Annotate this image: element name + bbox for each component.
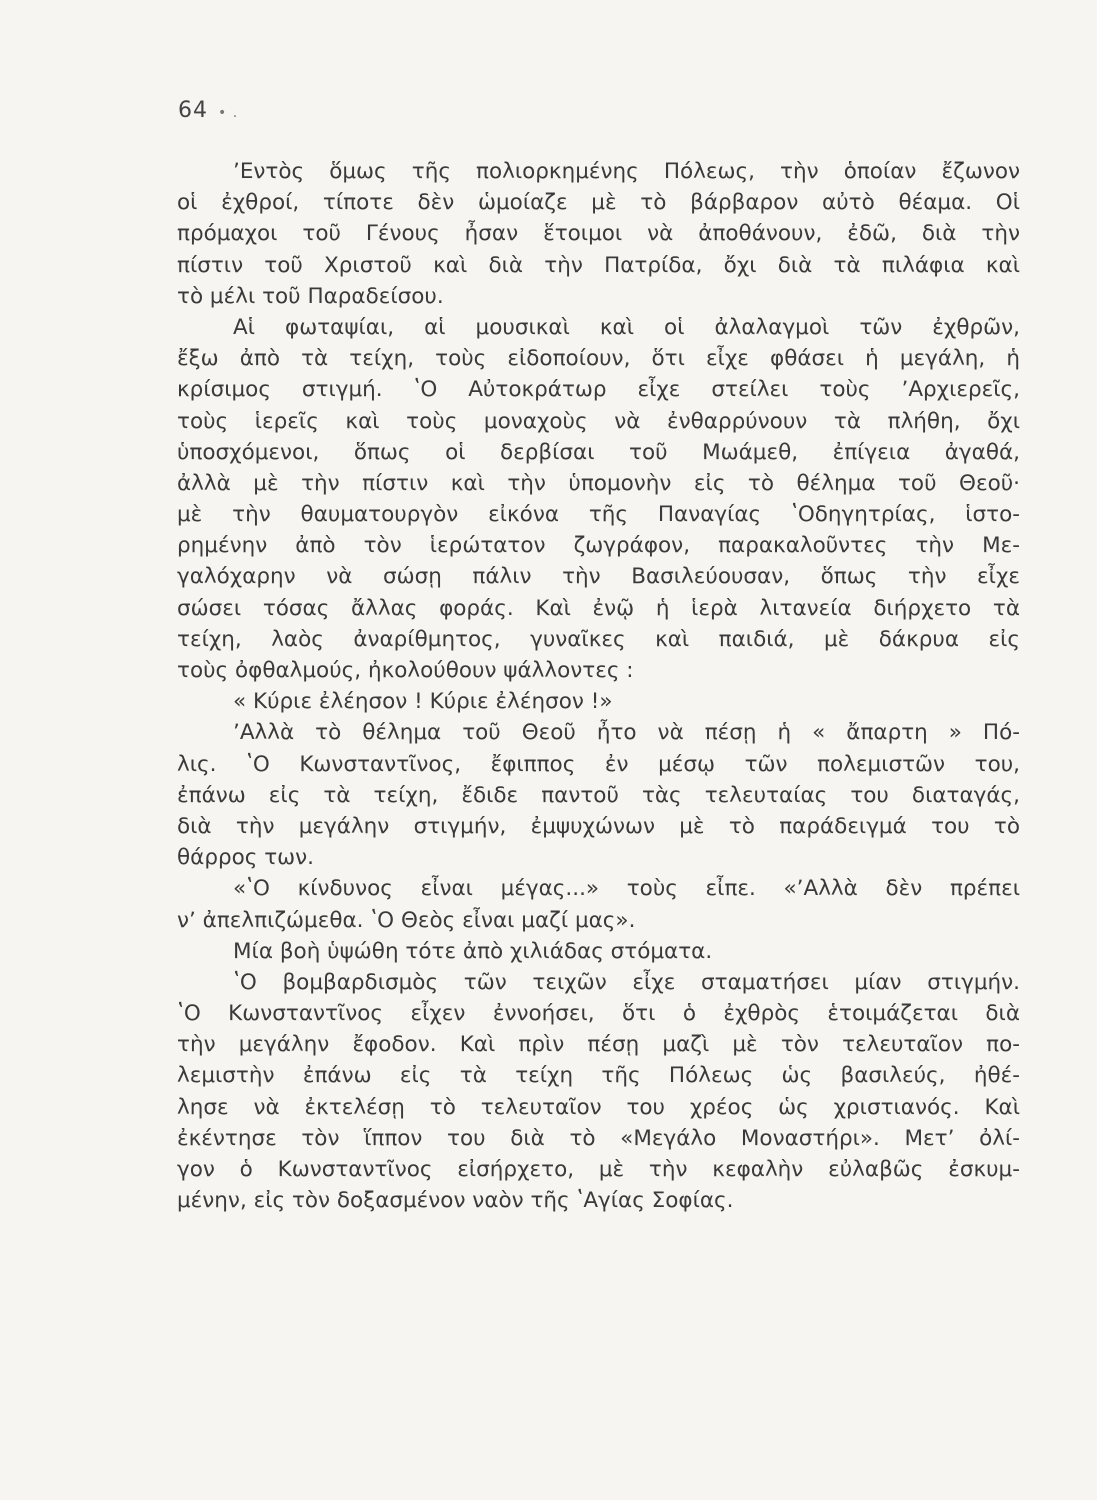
text-line: πίστιν τοῦ Χριστοῦ καὶ διὰ τὴν Πατρίδα, ὄχι διὰ τὰ πιλάφια καὶ <box>177 252 1020 278</box>
text-line: γον ὁ Κωνσταντῖνος εἰσήρχετο, μὲ τὴν κεφαλὴν εὐλαβῶς ἐσκυμ- <box>177 1157 1020 1182</box>
text-line: ἐπάνω εἰς τὰ τείχη, ἔδιδε παντοῦ τὰς τελευταίας του διαταγάς, <box>177 782 1020 808</box>
text-line: θάρρος των. <box>177 845 315 871</box>
page-mark: • . <box>218 105 239 121</box>
text-line: ἔξω ἀπὸ τὰ τείχη, τοὺς εἰδοποίουν, ὅτι εἶχε φθάσει ἡ μεγάλη, ἡ <box>177 346 1020 372</box>
text-line: ἐκέντησε τὸν ἵππον του διὰ τὸ «Μεγάλο Μοναστήρι». Μετʼ ὀλί- <box>177 1125 1020 1151</box>
text-line: ρημένην ἀπὸ τὸν ἱερώτατον ζωγράφον, παρακαλοῦντες τὴν Με- <box>177 533 1020 559</box>
text-line: ʼΕντὸς ὅμως τῆς πολιορκημένης Πόλεως, τὴν ὁποίαν ἔζωνον <box>233 159 1020 184</box>
text-line: ʼΑλλὰ τὸ θέλημα τοῦ Θεοῦ ἦτο νὰ πέσῃ ἡ « ἄπαρτη » Πό- <box>233 720 1020 746</box>
text-line: διὰ τὴν μεγάλην στιγμήν, ἐμψυχώνων μὲ τὸ παράδειγμά του τὸ <box>177 813 1020 839</box>
text-line: τείχη, λαὸς ἀναρίθμητος, γυναῖκες καὶ παιδιά, μὲ δάκρυα εἰς <box>177 626 1020 652</box>
text-line: τοὺς ἱερεῖς καὶ τοὺς μοναχοὺς νὰ ἐνθαρρύνουν τὰ πλήθη, ὄχι <box>177 408 1020 434</box>
text-line: τὴν μεγάλην ἔφοδον. Καὶ πρὶν πέσῃ μαζὶ μὲ τὸν τελευταῖον πο- <box>177 1032 1020 1058</box>
text-line: νʼ ἀπελπιζώμεθα. ʽΟ Θεὸς εἶναι μαζί μας». <box>177 907 636 933</box>
text-line: ὑποσχόμενοι, ὅπως οἱ δερβίσαι τοῦ Μωάμεθ, ἐπίγεια ἀγαθά, <box>177 439 1020 465</box>
text-line: γαλόχαρην νὰ σώσῃ πάλιν τὴν Βασιλεύουσαν, ὅπως τὴν εἶχε <box>177 564 1020 590</box>
text-line: « Κύριε ἐλέησον ! Κύριε ἐλέησον !» <box>233 689 613 715</box>
text-line: πρόμαχοι τοῦ Γένους ἦσαν ἕτοιμοι νὰ ἀποθάνουν, ἐδῶ, διὰ τὴν <box>177 221 1020 247</box>
text-line: μένην, εἰς τὸν δοξασμένον ναὸν τῆς ʽΑγίας Σοφίας. <box>177 1188 734 1214</box>
text-line: σώσει τόσας ἄλλας φοράς. Καὶ ἐνῷ ἡ ἱερὰ λιτανεία διήρχετο τὰ <box>177 595 1020 621</box>
page-number-value: 64 <box>178 98 208 123</box>
text-line: κρίσιμος στιγμή. ʽΟ Αὐτοκράτωρ εἶχε στείλει τοὺς ʼΑρχιερεῖς, <box>177 377 1020 403</box>
text-line: λεμιστὴν ἐπάνω εἰς τὰ τείχη τῆς Πόλεως ὡς βασιλεύς, ἠθέ- <box>177 1063 1020 1089</box>
text-line: ʽΟ βομβαρδισμὸς τῶν τειχῶν εἶχε σταματήσει μίαν στιγμήν. <box>233 969 1020 995</box>
text-line: μὲ τὴν θαυματουργὸν εἰκόνα τῆς Παναγίας ʽΟδηγητρίας, ἱστο- <box>177 502 1020 528</box>
page-number <box>178 98 238 123</box>
text-line: ʽΟ Κωνσταντῖνος εἶχεν ἐννοήσει, ὅτι ὁ ἐχθρὸς ἑτοιμάζεται διὰ <box>177 1001 1020 1027</box>
text-line: οἱ ἐχθροί, τίποτε δὲν ὡμοίαζε μὲ τὸ βάρβαρον αὐτὸ θέαμα. Οἱ <box>177 190 1020 216</box>
body-text <box>177 156 1020 1216</box>
text-line: Μία βοὴ ὑψώθη τότε ἀπὸ χιλιάδας στόματα. <box>233 938 713 964</box>
text-line: ἀλλὰ μὲ τὴν πίστιν καὶ τὴν ὑπομονὴν εἰς τὸ θέλημα τοῦ Θεοῦ· <box>177 470 1020 496</box>
text-line: λις. ʽΟ Κωνσταντῖνος, ἔφιππος ἐν μέσῳ τῶν πολεμιστῶν του, <box>177 751 1020 777</box>
text-line: τοὺς ὀφθαλμούς, ἠκολούθουν ψάλλοντες : <box>177 658 634 683</box>
text-line: Αἱ φωταψίαι, αἱ μουσικαὶ καὶ οἱ ἀλαλαγμοὶ τῶν ἐχθρῶν, <box>233 314 1020 340</box>
text-line: «ʽΟ κίνδυνος εἶναι μέγας...» τοὺς εἶπε. «ʼΑλλὰ δὲν πρέπει <box>233 876 1020 902</box>
text-line: τὸ μέλι τοῦ Παραδείσου. <box>177 283 444 309</box>
text-line: λησε νὰ ἐκτελέσῃ τὸ τελευταῖον του χρέος ὡς χριστιανός. Καὶ <box>177 1094 1020 1120</box>
